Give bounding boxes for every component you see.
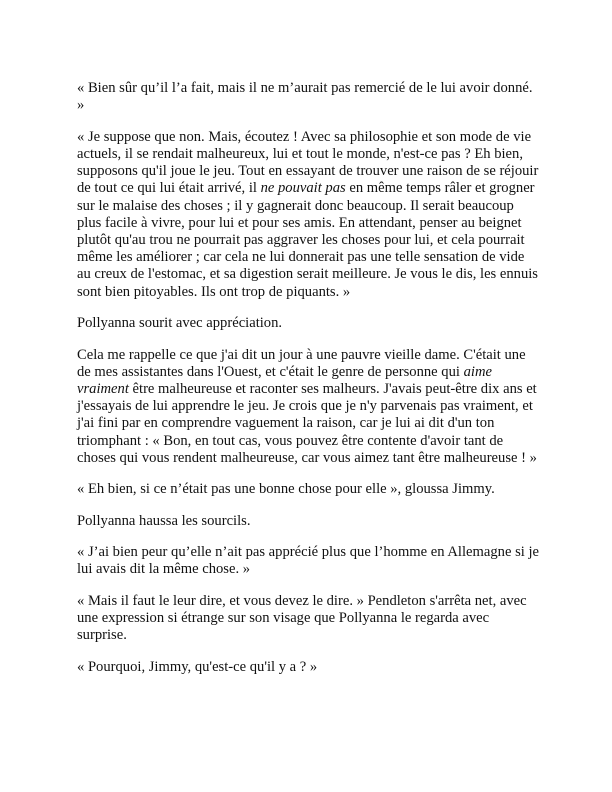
italic-emphasis: ne pouvait pas	[260, 180, 346, 197]
paragraph-text: Pollyanna haussa les sourcils.	[77, 512, 251, 529]
paragraph	[77, 659, 539, 676]
paragraph-text: « Je suppose que non. Mais, écoutez ! Avec sa philosophie et son mode de vie actuels, il se rendait malheureux, lui et tout le monde, n'est-ce pas ? Eh bien, supposons qu'il joue le jeu. Tout en essayant de trouver une raison de se réjouir de tout ce qui lui était arrivé, il	[77, 128, 539, 197]
paragraph-text: « Eh bien, si ce n’était pas une bonne chose pour elle », gloussa Jimmy.	[77, 481, 495, 498]
paragraph-text: « Pourquoi, Jimmy, qu'est-ce qu'il y a ? »	[77, 658, 318, 675]
paragraph	[77, 315, 539, 332]
paragraph	[77, 80, 539, 114]
paragraph-text: Pollyanna sourit avec appréciation.	[77, 315, 283, 332]
page-body	[77, 80, 539, 690]
paragraph	[77, 347, 539, 467]
paragraph-text: « Bien sûr qu’il l’a fait, mais il ne m’aurait pas remercié de le lui avoir donné. »	[77, 80, 533, 114]
paragraph-text: être malheureuse et raconter ses malheurs. J'avais peut-être dix ans et j'essayais de lui apprendre le jeu. Je crois que je n'y parvenais pas vraiment, et j'ai fini par en comprendre vaguement la raison, car je lui ai dit d'un ton triomphant : « Bon, en tout cas, vous pouvez être contente d'avoir tant de choses qui vous rendent malheureuse, car vous aimez tant être malheureuse ! »	[77, 380, 537, 466]
italic-emphasis: aime vraiment	[77, 363, 492, 397]
paragraph-text: « J’ai bien peur qu’elle n’ait pas apprécié plus que l’homme en Allemagne si je lui avais dit la même chose. »	[77, 544, 539, 578]
paragraph	[77, 513, 539, 530]
paragraph-text: Cela me rappelle ce que j'ai dit un jour à une pauvre vieille dame. C'était une de mes assistantes dans l'Ouest, et c'était le genre de personne qui	[77, 346, 526, 380]
paragraph	[77, 129, 539, 301]
paragraph	[77, 593, 539, 645]
paragraph-text: « Mais il faut le leur dire, et vous devez le dire. » Pendleton s'arrêta net, avec une expression si étrange sur son visage que Pollyanna le regarda avec surprise.	[77, 592, 527, 644]
paragraph-text: en même temps râler et grogner sur le malaise des choses ; il y gagnerait donc beaucoup. Il serait beaucoup plus facile à vivre, pour lui et pour ses amis. En attendant, penser au beignet plutôt qu'au trou ne pourrait pas aggraver les choses pour lui, et cela pourrait même les améliorer ; car cela ne lui donnerait pas une telle sensation de vide au creux de l'estomac, et sa digestion serait meilleure. Je vous le dis, les ennuis sont bien pitoyables. Ils ont trop de piquants. »	[77, 180, 538, 300]
paragraph	[77, 481, 539, 498]
paragraph	[77, 544, 539, 578]
